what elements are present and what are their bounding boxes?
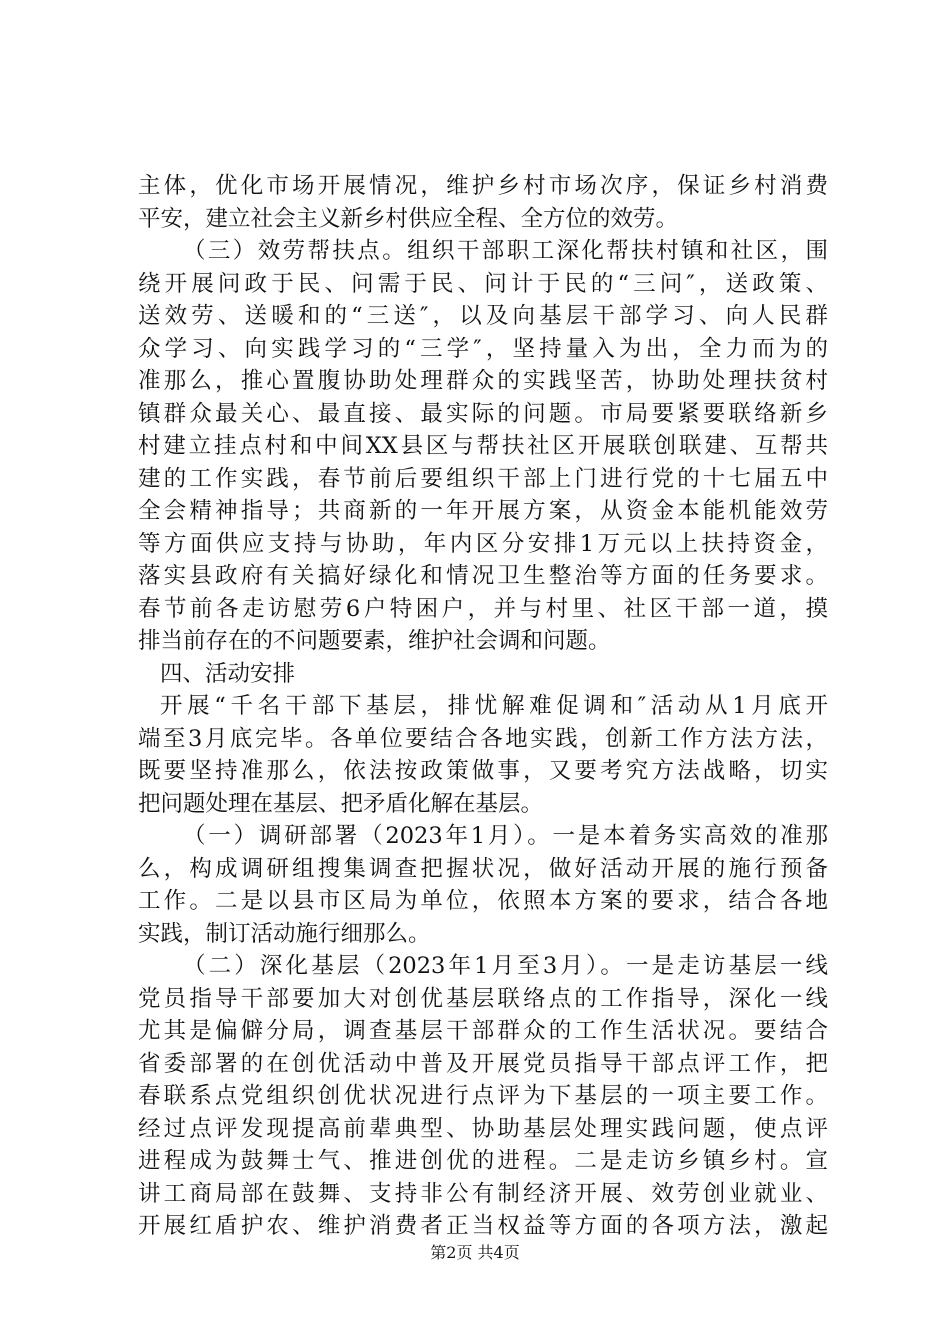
text-line: 平安，建立社会主义新乡村供应全程、全方位的效劳。: [138, 205, 679, 232]
text-line: 春节前各走访慰劳6户特困户，并与村里、社区干部一道，摸: [138, 595, 828, 622]
text-line: （二）深化基层（2023年1月至3月）。一是走访基层一线: [183, 953, 828, 979]
text-line: 村建立挂点村和中间XX县区与帮扶社区开展联创联建、互帮共: [138, 433, 828, 459]
text-line: 开展“千名干部下基层，排忧解难促调和″活动从1月底开: [160, 693, 828, 719]
text-line: 建的工作实践，春节前后要组织干部上门进行党的十七届五中: [138, 465, 828, 492]
text-line: 尤其是偏僻分局，调查基层干部群众的工作生活状况。要结合: [138, 1018, 828, 1044]
text-line: 开展红盾护农、维护消费者正当权益等方面的各项方法，激起: [138, 1213, 828, 1239]
text-line: 既要坚持准那么，依法按政策做事，又要考究方法战略，切实: [138, 758, 828, 784]
text-line: 省委部署的在创优活动中普及开展党员指导干部点评工作，把: [138, 1050, 828, 1077]
text-line: 绕开展问政于民、问需于民、问计于民的“三问″，送政策、: [138, 270, 828, 297]
text-line: 工作。二是以县市区局为单位，依照本方案的要求，结合各地: [138, 888, 828, 914]
text-line: 众学习、向实践学习的“三学″，坚持量入为出，全力而为的: [138, 335, 828, 362]
document-body: [138, 170, 828, 1243]
text-line: 准那么，推心置腹协助处理群众的实践坚苦，协助处理扶贫村: [138, 368, 828, 394]
text-line: 进程成为鼓舞士气、推进创优的进程。二是走访乡镇乡村。宣: [138, 1148, 828, 1174]
section-heading: 四、活动安排: [160, 660, 296, 687]
text-line: 经过点评发现提高前辈典型、协助基层处理实践问题，使点评: [138, 1115, 828, 1142]
text-line: 等方面供应支持与协助，年内区分安排1万元以上扶持资金，: [138, 530, 828, 557]
text-line: 端至3月底完毕。各单位要结合各地实践，创新工作方法方法，: [138, 725, 828, 752]
text-line: 落实县政府有关搞好绿化和情况卫生整治等方面的任务要求。: [138, 563, 828, 589]
page-number-footer: 第2页 共4页: [430, 1243, 520, 1262]
text-line: （三）效劳帮扶点。组织干部职工深化帮扶村镇和社区，围: [183, 238, 828, 264]
text-line: 实践，制订活动施行细那么。: [138, 920, 431, 947]
text-line: 全会精神指导；共商新的一年开展方案，从资金本能机能效劳: [138, 498, 828, 524]
text-line: 把问题处理在基层、把矛盾化解在基层。: [138, 790, 544, 817]
text-line: 送效劳、送暖和的“三送″，以及向基层干部学习、向人民群: [138, 303, 828, 329]
text-line: 镇群众最关心、最直接、最实际的问题。市局要紧要联络新乡: [138, 400, 828, 427]
text-line: 讲工商局部在鼓舞、支持非公有制经济开展、效劳创业就业、: [138, 1180, 828, 1207]
text-line: 党员指导干部要加大对创优基层联络点的工作指导，深化一线: [138, 985, 828, 1012]
text-line: （一）调研部署（2023年1月）。一是本着务实高效的准那: [183, 823, 828, 849]
text-line: 春联系点党组织创优状况进行点评为下基层的一项主要工作。: [138, 1083, 828, 1109]
text-line: 排当前存在的不问题要素，维护社会调和问题。: [138, 628, 611, 654]
text-line: 主体，优化市场开展情况，维护乡村市场次序，保证乡村消费: [138, 173, 828, 199]
text-line: 么，构成调研组搜集调查把握状况，做好活动开展的施行预备: [138, 855, 828, 882]
